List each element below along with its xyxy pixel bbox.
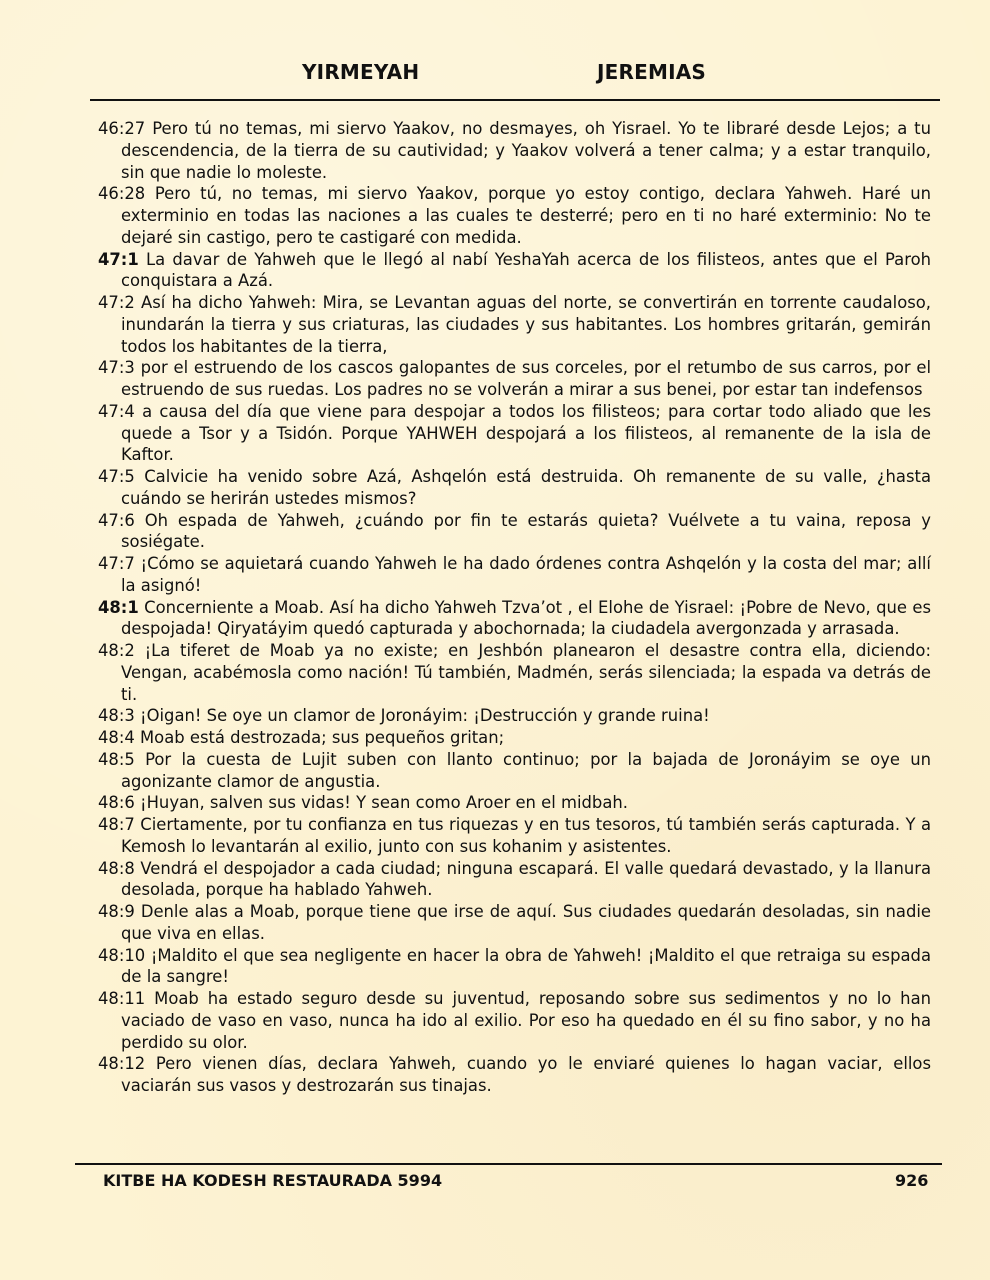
verse [98, 901, 931, 945]
verse [98, 249, 931, 293]
verse-text: Pero tú no temas, mi siervo Yaakov, no desmayes, oh Yisrael. Yo te libraré desde Lejos; a tu descendencia, de la tierra de su cautividad; y Yaakov volverá a tener calma; y a estar tranquilo, sin que nadie lo moleste. [121, 119, 931, 182]
verse-text: Calvicie ha venido sobre Azá, Ashqelón está destruida. Oh remanente de su valle, ¿hasta cuándo se herirán ustedes mismos? [121, 467, 931, 508]
verse-ref: 47:5 [98, 467, 135, 486]
footer-rule [75, 1163, 942, 1165]
verse-text: por el estruendo de los cascos galopantes de sus corceles, por el retumbo de sus carros, por el estruendo de sus ruedas. Los padres no se volverán a mirar a sus benei, por estar tan indefensos [121, 358, 931, 399]
verse-text: ¡Huyan, salven sus vidas! Y sean como Aroer en el midbah. [140, 793, 628, 813]
verse-ref: 47:1 [98, 249, 139, 269]
verse [98, 597, 931, 641]
verse-ref: 46:27 [98, 119, 146, 138]
verse [98, 749, 931, 793]
page-number: 926 [895, 1171, 929, 1190]
verse-ref: 48:2 [98, 641, 135, 660]
verse-text: Vendrá el despojador a cada ciudad; ninguna escapará. El valle quedará devastado, y la llanura desolada, porque ha hablado Yahweh. [121, 858, 931, 900]
verse-text: Oh espada de Yahweh, ¿cuándo por fin te estarás quieta? Vuélvete a tu vaina, reposa y sosiégate. [121, 510, 931, 552]
header-rule [90, 99, 940, 101]
verse-ref: 47:3 [98, 358, 135, 378]
verse-text: La davar de Yahweh que le llegó al nabí YeshaYah acerca de los filisteos, antes que el Paroh conquistara a Azá. [121, 249, 931, 291]
verse-text: Ciertamente, por tu confianza en tus riquezas y en tus tesoros, tú también serás capturada. Y a Kemosh lo levantarán al exilio, junto con sus kohanim y asistentes. [121, 815, 931, 856]
verse-text: Pero vienen días, declara Yahweh, cuando yo le enviaré quienes lo hagan vaciar, ellos vaciarán sus vasos y destrozarán sus tinajas. [121, 1054, 931, 1095]
verse [98, 945, 931, 989]
verse-text: Así ha dicho Yahweh: Mira, se Levantan aguas del norte, se convertirán en torrente caudaloso, inundarán la tierra y sus criaturas, las ciudades y sus habitantes. Los hombres gritarán, gemirán todos los habitantes de la tierra, [121, 293, 931, 356]
verse [98, 510, 931, 554]
verse-text: Denle alas a Moab, porque tiene que irse de aquí. Sus ciudades quedarán desoladas, sin nadie que viva en ellas. [121, 902, 931, 943]
verse-ref: 48:11 [98, 989, 146, 1008]
verse-text: a causa del día que viene para despojar a todos los filisteos; para cortar todo aliado que les quede a Tsor y a Tsidón. Porque YAHWEH despojará a los filisteos, al remanente de la isla de Kaftor. [121, 401, 931, 465]
verse [98, 988, 931, 1053]
verse [98, 292, 931, 357]
verse [98, 814, 931, 858]
verse-ref: 47:2 [98, 293, 135, 312]
header-title-spanish: JEREMIAS [597, 60, 706, 84]
verse [98, 553, 931, 597]
verse-ref: 48:10 [98, 945, 146, 965]
verse [98, 727, 931, 749]
page-header [0, 60, 990, 90]
verse-ref: 48:3 [98, 706, 135, 726]
verse [98, 118, 931, 183]
header-title-hebrew: YIRMEYAH [302, 60, 420, 84]
verse-text: Moab ha estado seguro desde su juventud, reposando sobre sus sedimentos y no lo han vaciado de vaso en vaso, nunca ha ido al exilio. Por eso ha quedado en él su fino sabor, y no ha perdido su olor. [121, 989, 932, 1052]
verse-text: ¡Oigan! Se oye un clamor de Joronáyim: ¡Destrucción y grande ruina! [140, 706, 710, 726]
verse-text: Por la cuesta de Lujit suben con llanto continuo; por la bajada de Joronáyim se oye un agonizante clamor de angustia. [121, 749, 931, 791]
verse-ref: 48:8 [98, 858, 135, 878]
verse [98, 792, 931, 814]
verse-ref: 48:4 [98, 728, 135, 747]
verse [98, 401, 931, 466]
verse [98, 183, 931, 248]
verse-text: Pero tú, no temas, mi siervo Yaakov, porque yo estoy contigo, declara Yahweh. Haré un exterminio en todas las naciones a las cuales te desterré; pero en ti no haré exterminio: No te dejaré sin castigo, pero te castigaré con medida. [121, 184, 931, 247]
verse [98, 858, 931, 902]
verse [98, 705, 931, 727]
verse-text: ¡Maldito el que sea negligente en hacer la obra de Yahweh! ¡Maldito el que retraiga su espada de la sangre! [121, 945, 931, 987]
verse-text: Concerniente a Moab. Así ha dicho Yahweh Tzva’ot , el Elohe de Yisrael: ¡Pobre de Nevo, que es despojada! Qiryatáyim quedó capturada y abochornada; la ciudadela avergonzada y arrasada. [121, 597, 931, 639]
verse-ref: 48:1 [98, 597, 139, 617]
verse [98, 357, 931, 401]
verse [98, 466, 931, 510]
verse-ref: 46:28 [98, 184, 146, 204]
verse-ref: 48:12 [98, 1054, 146, 1074]
verse-text: ¡Cómo se aquietará cuando Yahweh le ha dado órdenes contra Ashqelón y la costa del mar; allí la asignó! [121, 554, 931, 595]
verse-ref: 47:6 [98, 510, 135, 530]
verse-list [98, 118, 931, 1097]
verse-text: ¡La tiferet de Moab ya no existe; en Jeshbón planearon el desastre contra ella, diciendo: Vengan, acabémosla como nación! Tú también, Madmén, serás silenciada; la espada va detrás de ti. [121, 641, 931, 704]
verse [98, 640, 931, 705]
verse [98, 1053, 931, 1097]
verse-ref: 48:6 [98, 793, 135, 813]
verse-ref: 47:7 [98, 554, 135, 573]
verse-ref: 48:9 [98, 902, 135, 921]
verse-text: Moab está destrozada; sus pequeños gritan; [140, 728, 505, 747]
verse-ref: 48:5 [98, 749, 135, 769]
footer-book-title: KITBE HA KODESH RESTAURADA 5994 [103, 1171, 443, 1190]
verse-ref: 48:7 [98, 815, 135, 834]
verse-ref: 47:4 [98, 401, 135, 421]
